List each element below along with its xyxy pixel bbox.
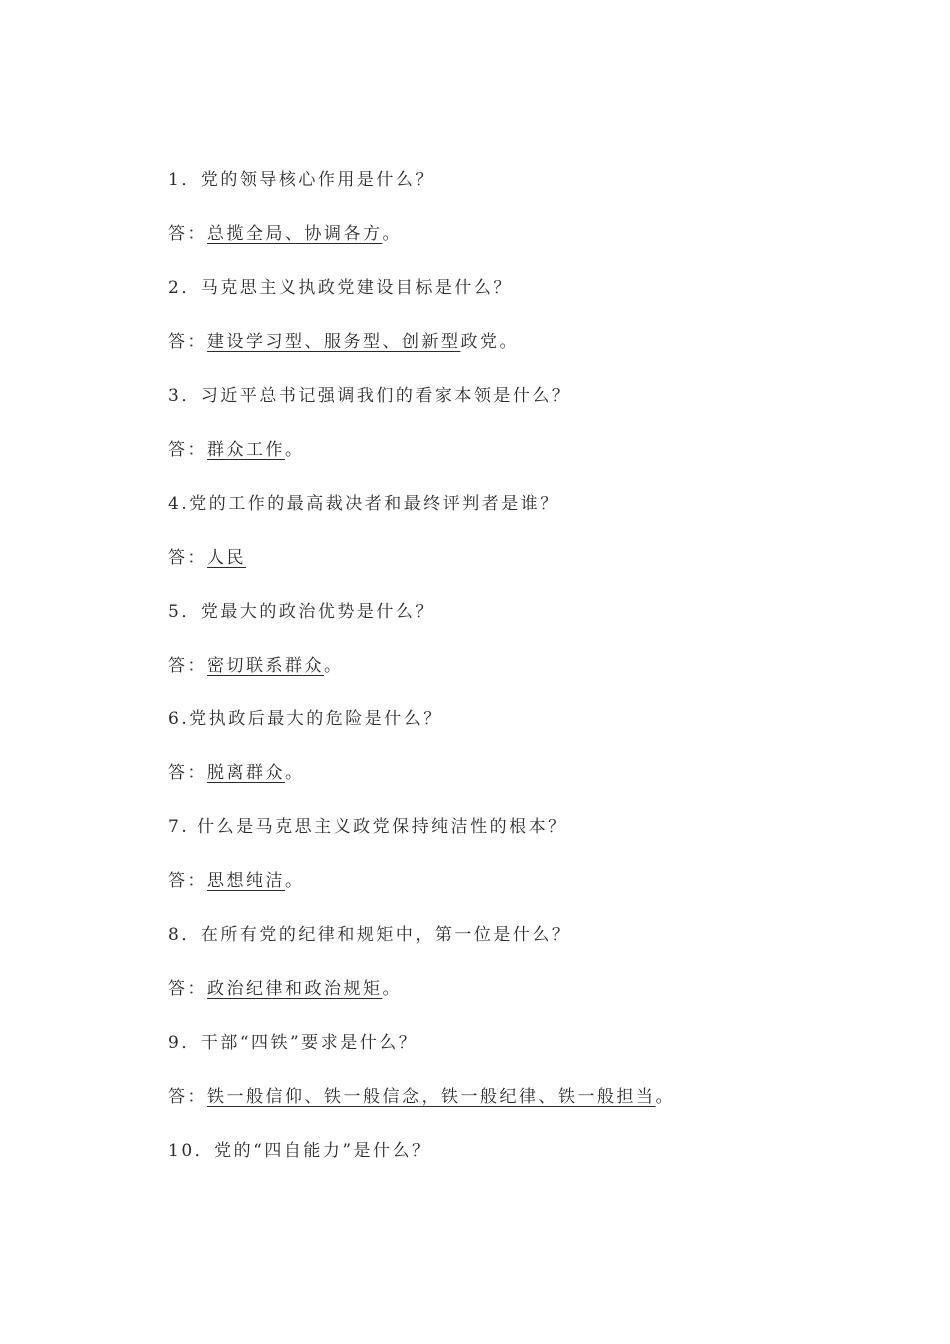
answer-7	[168, 869, 305, 893]
answer-text: 密切联系群众	[207, 656, 324, 676]
question-4: 4.党的工作的最高裁决者和最终评判者是谁？	[168, 494, 560, 514]
answer-1	[168, 222, 402, 246]
question-6: 6.党执政后最大的危险是什么？	[168, 709, 443, 729]
answer-8	[168, 977, 402, 1001]
answer-prefix: 答：	[168, 1087, 207, 1107]
answer-2	[168, 330, 519, 354]
question-3: 3．习近平总书记强调我们的看家本领是什么？	[168, 386, 572, 406]
answer-5	[168, 654, 344, 678]
answer-prefix: 答：	[168, 440, 207, 460]
question-7: 7. 什么是马克思主义政党保持纯洁性的根本？	[168, 817, 568, 837]
answer-text: 脱离群众	[207, 763, 285, 783]
question-5: 5．党最大的政治优势是什么？	[168, 602, 435, 622]
answer-suffix: 。	[655, 1087, 675, 1107]
answer-prefix: 答：	[168, 763, 207, 783]
answer-4	[168, 546, 246, 570]
question-8: 8．在所有党的纪律和规矩中，第一位是什么？	[168, 925, 572, 945]
answer-3	[168, 438, 305, 462]
question-9: 9．干部“四铁”要求是什么？	[168, 1033, 419, 1053]
answer-9	[168, 1085, 675, 1109]
answer-suffix: 政党。	[460, 332, 519, 352]
answer-suffix: 。	[285, 763, 305, 783]
question-10: 10．党的“四自能力”是什么？	[168, 1141, 432, 1161]
answer-suffix: 。	[382, 979, 402, 999]
answer-prefix: 答：	[168, 979, 207, 999]
answer-suffix: 。	[285, 440, 305, 460]
answer-text: 思想纯洁	[207, 871, 285, 891]
answer-suffix: 。	[285, 871, 305, 891]
answer-text: 政治纪律和政治规矩	[207, 979, 383, 999]
answer-suffix: 。	[382, 224, 402, 244]
answer-prefix: 答：	[168, 656, 207, 676]
answer-prefix: 答：	[168, 548, 207, 568]
answer-text: 建设学习型、服务型、创新型	[207, 332, 461, 352]
answer-prefix: 答：	[168, 871, 207, 891]
answer-suffix: 。	[324, 656, 344, 676]
answer-text: 人民	[207, 548, 246, 568]
question-1: 1．党的领导核心作用是什么？	[168, 170, 435, 190]
answer-text: 铁一般信仰、铁一般信念，铁一般纪律、铁一般担当	[207, 1087, 656, 1107]
answer-prefix: 答：	[168, 224, 207, 244]
answer-text: 群众工作	[207, 440, 285, 460]
answer-prefix: 答：	[168, 332, 207, 352]
answer-text: 总揽全局、协调各方	[207, 224, 383, 244]
answer-6	[168, 761, 305, 785]
question-2: 2．马克思主义执政党建设目标是什么？	[168, 278, 513, 298]
